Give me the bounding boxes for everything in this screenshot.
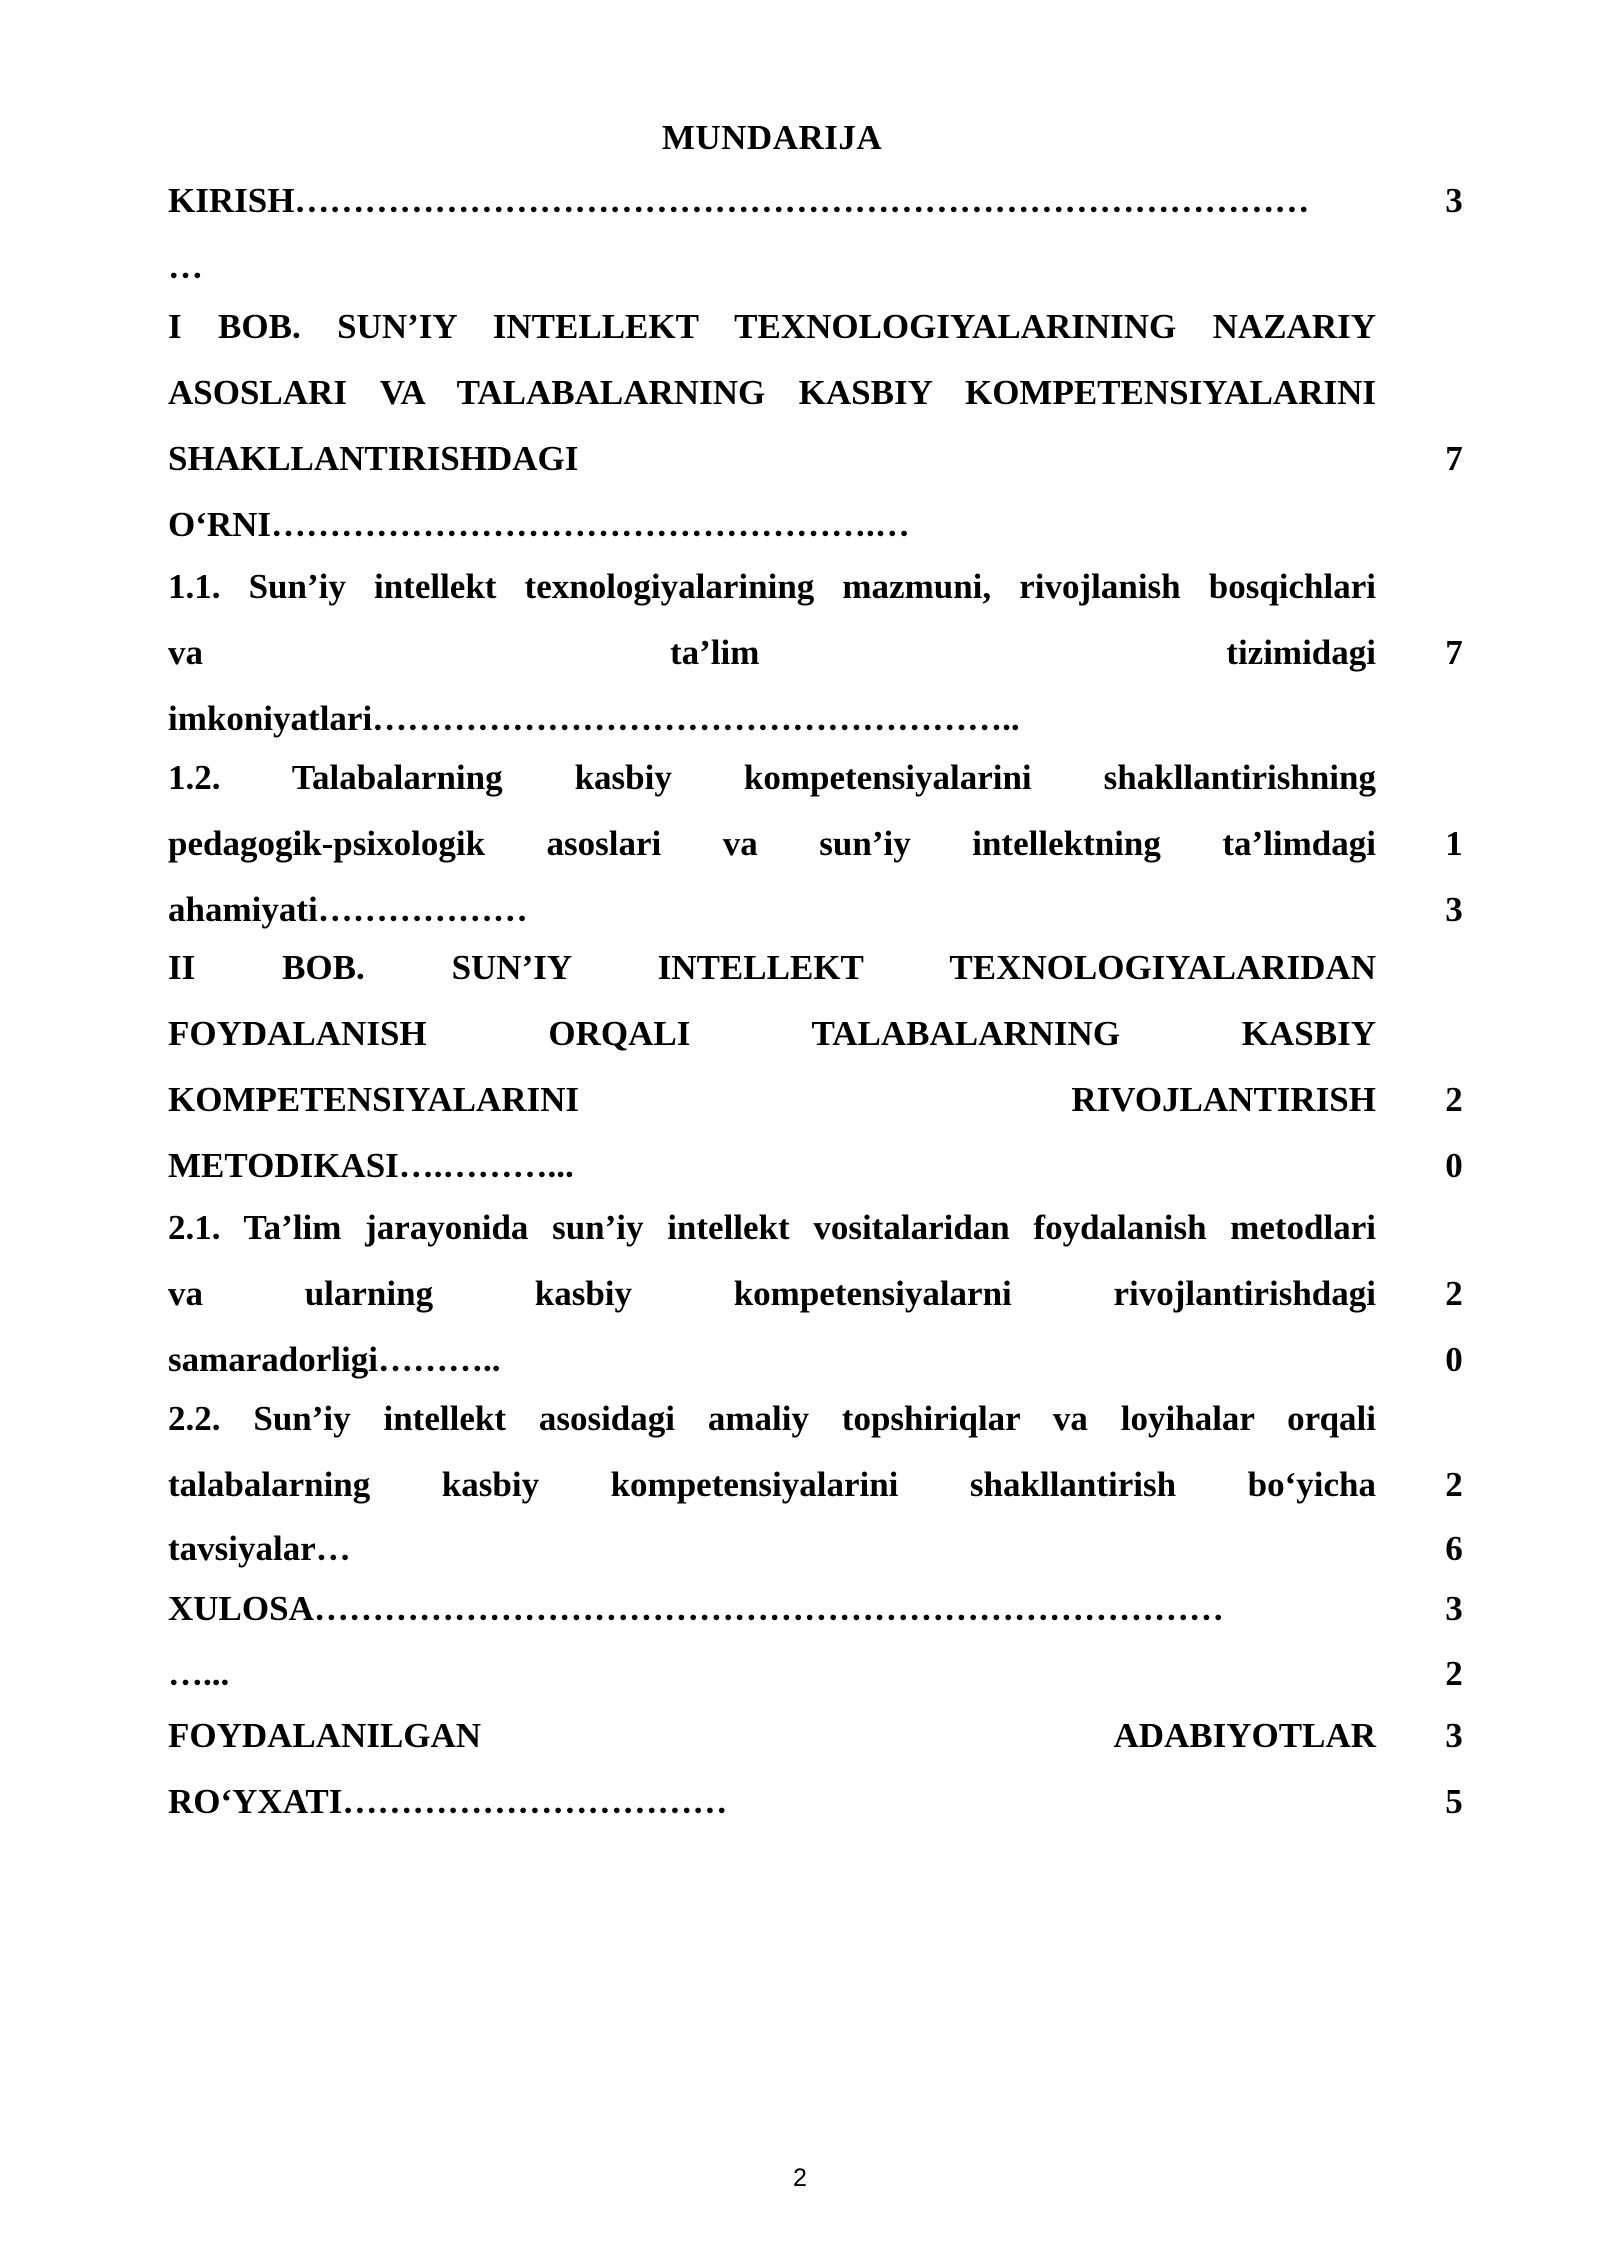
toc-line-page: 3: [1445, 1589, 1463, 1628]
toc-title: MUNDARIJA: [661, 118, 883, 157]
toc-line-text: …...: [168, 1654, 230, 1693]
page-number: 2: [793, 2164, 807, 2192]
toc-line-text: 1.1. Sun’iy intellekt texnologiyalarining mazmuni, rivojlanish bosqichlari: [168, 567, 1376, 606]
toc-line-text: 2.2. Sun’iy intellekt asosidagi amaliy topshiriqlar va loyihalar orqali: [168, 1399, 1376, 1438]
toc-line-page: 7: [1445, 633, 1463, 672]
toc-line-text: tavsiyalar…: [168, 1529, 351, 1568]
toc-line-text: va ularning kasbiy kompetensiyalarni rivojlantirishdagi: [168, 1274, 1376, 1313]
toc-line-page: 7: [1445, 439, 1463, 478]
toc-line-text: II BOB. SUN’IY INTELLEKT TEXNOLOGIYALARIDAN: [168, 948, 1376, 987]
toc-line-text: SHAKLLANTIRISHDAGI: [168, 439, 579, 478]
toc-line-page: 3: [1445, 890, 1463, 929]
toc-line-text: 2.1. Ta’lim jarayonida sun’iy intellekt vositalaridan foydalanish metodlari: [168, 1208, 1376, 1247]
toc-line-text: FOYDALANISH ORQALI TALABALARNING KASBIY: [168, 1014, 1376, 1053]
toc-line-page: 5: [1445, 1782, 1463, 1821]
toc-line-text: O‘RNI…………………………………………….…: [168, 505, 910, 544]
toc-line-page: 2: [1445, 1274, 1463, 1313]
toc-line-page: 6: [1445, 1529, 1463, 1568]
toc-line-text: …: [168, 247, 203, 286]
toc-line-text: I BOB. SUN’IY INTELLEKT TEXNOLOGIYALARINING NAZARIY: [168, 307, 1376, 346]
toc-line-text: KOMPETENSIYALARINI RIVOJLANTIRISH: [168, 1080, 1376, 1119]
toc-line-page: 3: [1445, 181, 1463, 220]
toc-line-page: 0: [1445, 1146, 1463, 1185]
toc-line-text: va ta’lim tizimidagi: [168, 633, 1376, 672]
toc-line-text: 1.2. Talabalarning kasbiy kompetensiyalarini shakllantirishning: [168, 758, 1376, 797]
toc-line-text: imkoniyatlari………………………………………………..: [168, 699, 1020, 738]
toc-line-text: METODIKASI….………...: [168, 1146, 574, 1185]
toc-line-text: FOYDALANILGAN ADABIYOTLAR: [168, 1716, 1376, 1755]
toc-line-page: 2: [1445, 1654, 1463, 1693]
toc-line-text: RO‘YXATI……………………………: [168, 1782, 728, 1821]
toc-line-text: ahamiyati………………: [168, 890, 528, 929]
toc-line-text: talabalarning kasbiy kompetensiyalarini shakllantirish bo‘yicha: [168, 1465, 1376, 1504]
toc-line-page: 2: [1445, 1465, 1463, 1504]
toc-line-text: pedagogik-psixologik asoslari va sun’iy intellektning ta’limdagi: [168, 824, 1376, 863]
toc-line-page: 3: [1445, 1716, 1463, 1755]
toc-line-page: 0: [1445, 1340, 1463, 1379]
toc-line-page: 1: [1445, 824, 1463, 863]
toc-line-text: XULOSA……………………………………………………………………: [168, 1589, 1224, 1628]
toc-line-text: KIRISH……………………………………………………………………………: [168, 181, 1310, 220]
toc-line-text: samaradorligi………..: [168, 1340, 501, 1379]
toc-line-text: ASOSLARI VA TALABALARNING KASBIY KOMPETENSIYALARINI: [168, 373, 1376, 412]
toc-line-page: 2: [1445, 1080, 1463, 1119]
